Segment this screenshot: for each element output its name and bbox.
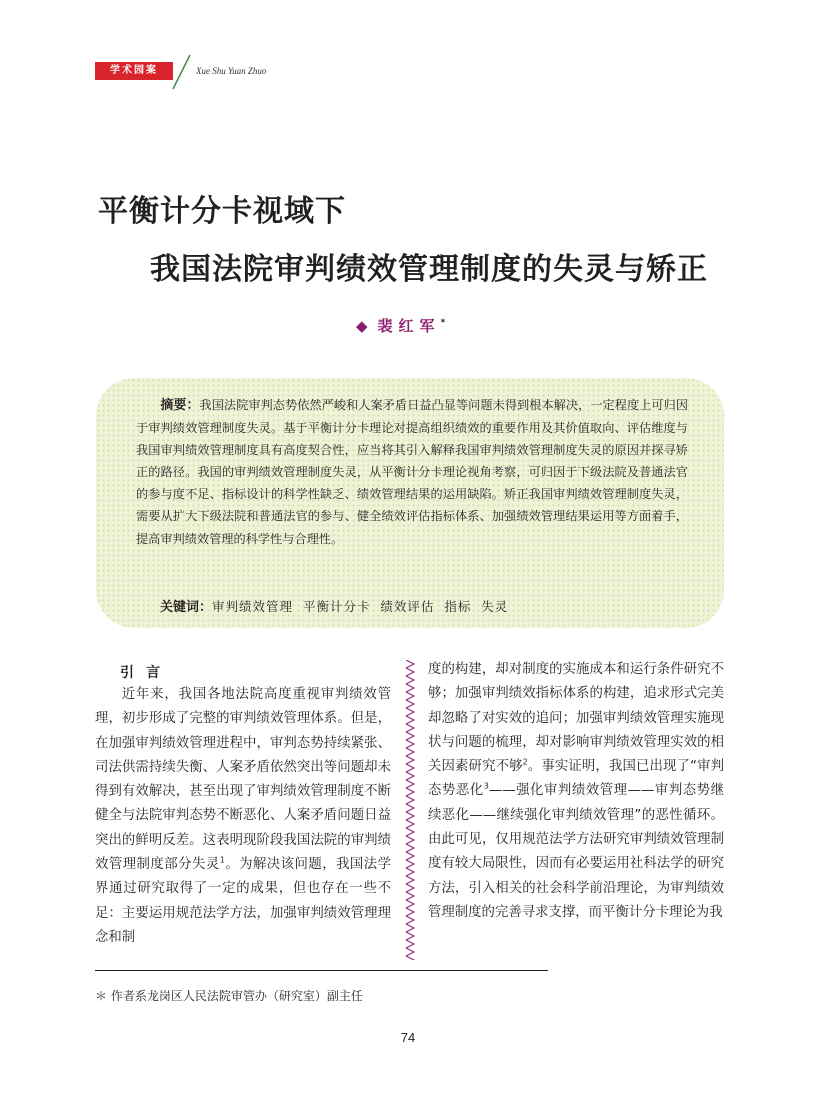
keywords-label: 关键词： — [160, 600, 213, 615]
keywords-text: 审判绩效管理 平衡计分卡 绩效评估 指标 失灵 — [212, 599, 509, 614]
body-column-left — [95, 683, 391, 950]
body-text: 。为解决该问题，我国法学界通过研究取得了一定的成果，但也存在一些不足：主要运用规范法学方法，加强审判绩效管理理念和制 — [95, 857, 392, 945]
body-text: 度的构建，却对制度的实施成本和运行条件研究不够；加强审判绩效指标体系的构建，追求形式完美却忽略了对实效的追问；加强审判绩效管理实施现状与问题的梳理，却对影响审判绩效管理实效的相关因素研究不够 — [428, 662, 724, 775]
abstract-label: 摘要： — [160, 398, 200, 413]
author-line — [356, 315, 445, 336]
keywords — [160, 596, 508, 615]
author-name: 裴红军 — [377, 317, 441, 335]
diamond-icon: ◆ — [356, 317, 368, 335]
body-column-right — [428, 658, 724, 925]
article-title-line1: 平衡计分卡视域下 — [98, 194, 346, 229]
page-number: 74 — [400, 1030, 416, 1045]
section-title: 引言 — [120, 665, 172, 681]
author-footnote-mark: * — [440, 318, 446, 328]
column-pinyin: Xue Shu Yuan Zhuo — [196, 66, 267, 76]
column-tag: 学术园案 — [95, 62, 173, 80]
column-divider — [403, 660, 417, 960]
abstract — [136, 394, 688, 550]
body-text: ——强化审判绩效管理——审判态势继续恶化——继续强化审判绩效管理”的恶性循环。由此可见，仅用规范法学方法研究审判绩效管理制度有较大局限性，因而有必要运用社科法学的研究方法，引入相关的社会科学前沿理论，为审判绩效管理制度的完善寻求支撑，而平衡计分卡理论为我 — [428, 783, 724, 920]
author-footnote: ＊ 作者系龙岗区人民法院审管办（研究室）副主任 — [95, 989, 363, 1003]
footnote-ref: 1 — [219, 855, 225, 865]
slash-decoration — [170, 54, 192, 90]
footnote-divider — [95, 970, 548, 971]
footnote-ref: 3 — [483, 782, 489, 792]
footnote-ref: 2 — [522, 757, 528, 767]
body-text: 近年来，我国各地法院高度重视审判绩效管理，初步形成了完整的审判绩效管理体系。但是，在加强审判绩效管理进程中，审判态势持续紧张、司法供需持续失衡、人案矛盾依然突出等问题却未得到有效解决，甚至出现了审判绩效管理制度不断健全与法院审判态势不断恶化、人案矛盾问题日益突出的鲜明反差。这表明现阶段我国法院的审判绩效管理制度部分失灵 — [95, 687, 391, 873]
article-title-line2: 我国法院审判绩效管理制度的失灵与矫正 — [150, 252, 708, 287]
abstract-text: 我国法院审判态势依然严峻和人案矛盾日益凸显等问题未得到根本解决，一定程度上可归因于审判绩效管理制度失灵。基于平衡计分卡理论对提高组织绩效的重要作用及其价值取向、评估维度与我国审判绩效管理制度具有高度契合性，应当将其引入解释我国审判绩效管理制度失灵的原因并探寻矫正的路径。我国的审判绩效管理制度失灵，从平衡计分卡理论视角考察，可归因于下级法院及普通法官的参与度不足、指标设计的科学性缺乏、绩效管理结果的运用缺陷。矫正我国审判绩效管理制度失灵，需要从扩大下级法院和普通法官的参与、健全绩效评估指标体系、加强绩效管理结果运用等方面着手，提高审判绩效管理的科学性与合理性。 — [136, 398, 688, 546]
body-text: 。事实证明，我国已出现了“审判态势恶化 — [428, 759, 725, 799]
